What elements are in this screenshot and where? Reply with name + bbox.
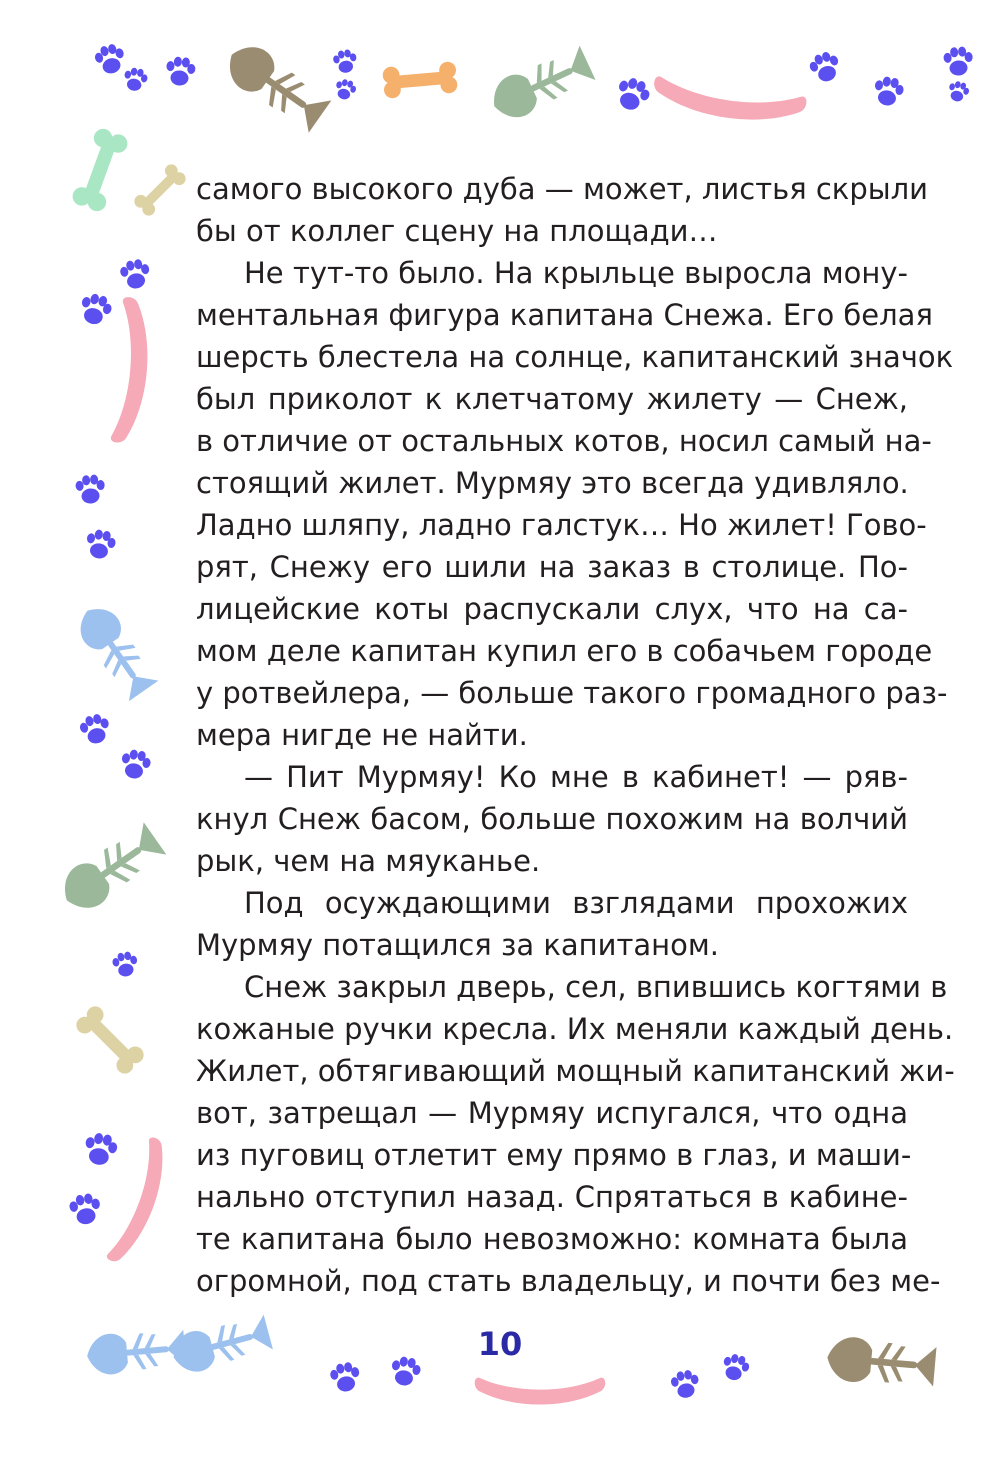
text-line: шерсть блестела на солнце, капитанский значок xyxy=(196,340,954,374)
text-line: ментальная фигура капитана Снежа. Его белая xyxy=(196,298,933,332)
text-line: бы от коллег сцену на площади… xyxy=(196,214,718,248)
text-line: Снеж закрыл дверь, сел, впившись когтями в xyxy=(244,970,948,1004)
text-line: кожаные ручки кресла. Их меняли каждый день. xyxy=(196,1012,954,1046)
text-line: самого высокого дуба — может, листья скрыли xyxy=(196,172,929,206)
text-line: стоящий жилет. Мурмяу это всегда удивляло. xyxy=(196,466,909,500)
page-number: 10 xyxy=(477,1325,523,1363)
text-line: рык, чем на мяуканье. xyxy=(196,844,541,878)
text-line: был приколот к клетчатому жилету — Снеж, xyxy=(196,382,908,416)
text-line: вот, затрещал — Мурмяу испугался, что одна xyxy=(196,1096,908,1130)
text-line: те капитана было невозможно: комната была xyxy=(196,1222,908,1256)
text-line: у ротвейлера, — больше такого громадного раз- xyxy=(196,676,948,710)
text-line: Не тут-то было. На крыльце выросла мону- xyxy=(244,256,908,290)
text-line: в отличие от остальных котов, носил самый на- xyxy=(196,424,932,458)
text-line: рят, Снежу его шили на заказ в столице. По- xyxy=(196,550,908,584)
text-line: мом деле капитан купил его в собачьем городе xyxy=(196,634,933,668)
text-line: Под осуждающими взглядами прохожих xyxy=(244,886,908,920)
text-line: из пуговиц отлетит ему прямо в глаз, и маши- xyxy=(196,1138,912,1172)
text-line: Жилет, обтягивающий мощный капитанский жи- xyxy=(196,1054,955,1088)
text-line: Мурмяу потащился за капитаном. xyxy=(196,928,719,962)
text-line: нально отступил назад. Спрятаться в кабине- xyxy=(196,1180,908,1214)
text-line: кнул Снеж басом, больше похожим на волчий xyxy=(196,802,908,836)
text-line: Ладно шляпу, ладно галстук… Но жилет! Гово- xyxy=(196,508,927,542)
text-line: мера нигде не найти. xyxy=(196,718,528,752)
body-text xyxy=(196,168,955,1302)
text-line: огромной, под стать владельцу, и почти без ме- xyxy=(196,1264,941,1298)
text-line: лицейские коты распускали слух, что на са- xyxy=(196,592,908,626)
text-line: — Пит Мурмяу! Ко мне в кабинет! — ряв- xyxy=(244,760,908,794)
